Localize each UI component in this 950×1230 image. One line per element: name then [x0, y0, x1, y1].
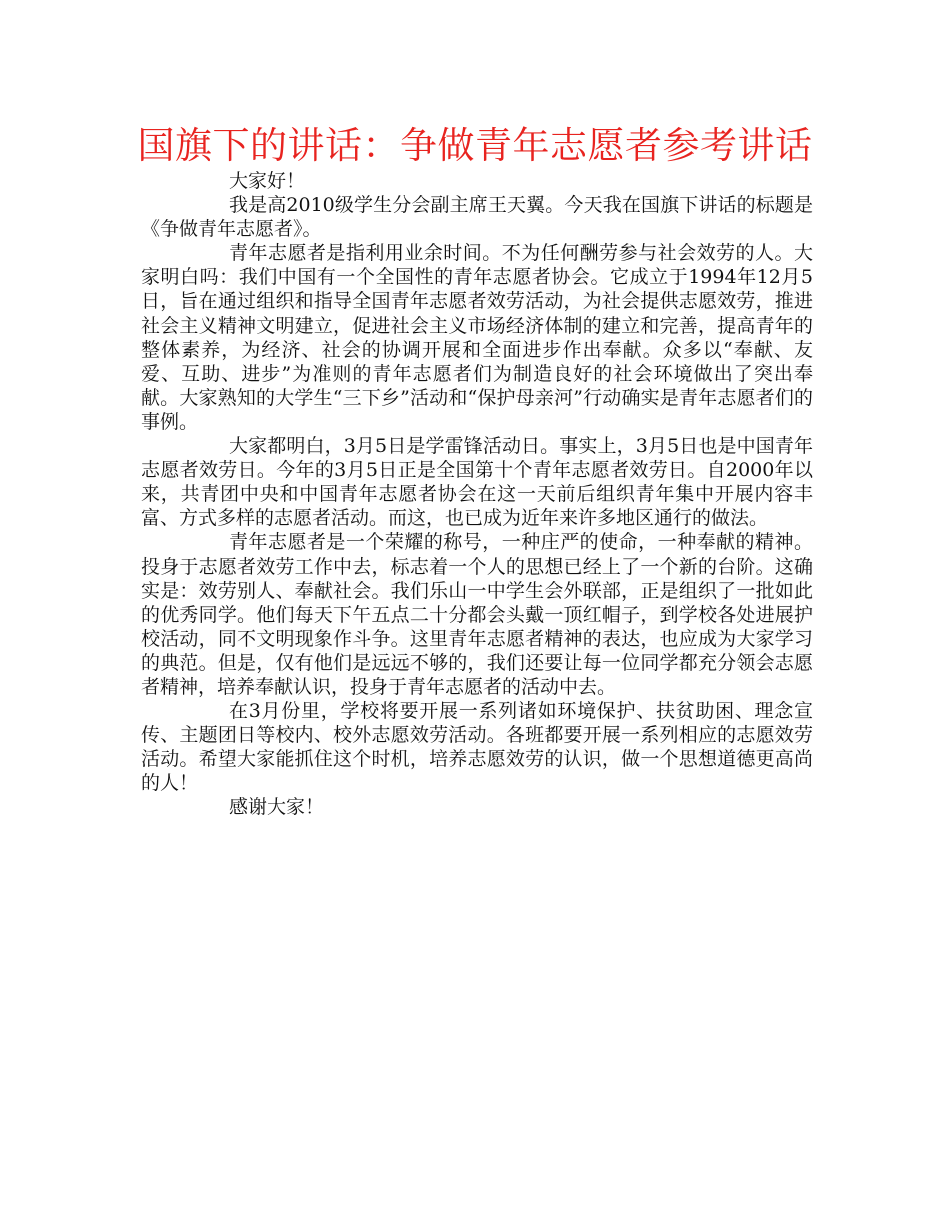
paragraph-greeting: 大家好！	[229, 170, 306, 192]
paragraph-introduction: 我是高2010级学生分会副主席王天翼。今天我在国旗下讲话的标题是《争做青年志愿者》。	[141, 194, 813, 241]
document-body	[141, 169, 813, 820]
paragraph-thanks: 感谢大家！	[229, 796, 325, 819]
paragraph-school-activities: 在3月份里，学校将要开展一系列诸如环境保护、扶贫助困、理念宣传、主题团日等校内、校外志愿效劳活动。各班都要开展一系列相应的志愿效劳活动。希望大家能抓住这个时机，培养志愿效劳的认识，做一个思想道德更高尚的人！	[141, 700, 813, 795]
paragraph-volunteer-association: 青年志愿者是指利用业余时间。不为任何酬劳参与社会效劳的人。大家明白吗：我们中国有一个全国性的青年志愿者协会。它成立于1994年12月5日，旨在通过组织和指导全国青年志愿者效劳活动，为社会提供志愿效劳，推进社会主义精神文明建立，促进社会主义市场经济体制的建立和完善，提高青年的整体素养，为经济、社会的协调开展和全面进步作出奉献。众多以“奉献、友爱、互助、进步”为准则的青年志愿者们为制造良好的社会环境做出了突出奉献。大家熟知的大学生“三下乡”活动和“保护母亲河”行动确实是青年志愿者们的事例。	[141, 242, 813, 433]
paragraph-march-fifth: 大家都明白，3月5日是学雷锋活动日。事实上，3月5日也是中国青年志愿者效劳日。今年的3月5日正是全国第十个青年志愿者效劳日。自2000年以来，共青团中央和中国青年志愿者协会在这一天前后组织青年集中开展内容丰富、方式多样的志愿者活动。而这，也已成为近年来许多地区通行的做法。	[141, 435, 813, 530]
document-title: 国旗下的讲话：争做青年志愿者参考讲话	[137, 124, 813, 167]
paragraph-volunteer-spirit: 青年志愿者是一个荣耀的称号，一种庄严的使命，一种奉献的精神。投身于志愿者效劳工作中去，标志着一个人的思想已经上了一个新的台阶。这确实是：效劳别人、奉献社会。我们乐山一中学生会外联部，正是组织了一批如此的优秀同学。他们每天下午五点二十分都会头戴一顶红帽子，到学校各处进展护校活动，同不文明现象作斗争。这里青年志愿者精神的表达，也应成为大家学习的典范。但是，仅有他们是远远不够的，我们还要让每一位同学都充分领会志愿者精神，培养奉献认识，投身于青年志愿者的活动中去。	[141, 531, 813, 698]
